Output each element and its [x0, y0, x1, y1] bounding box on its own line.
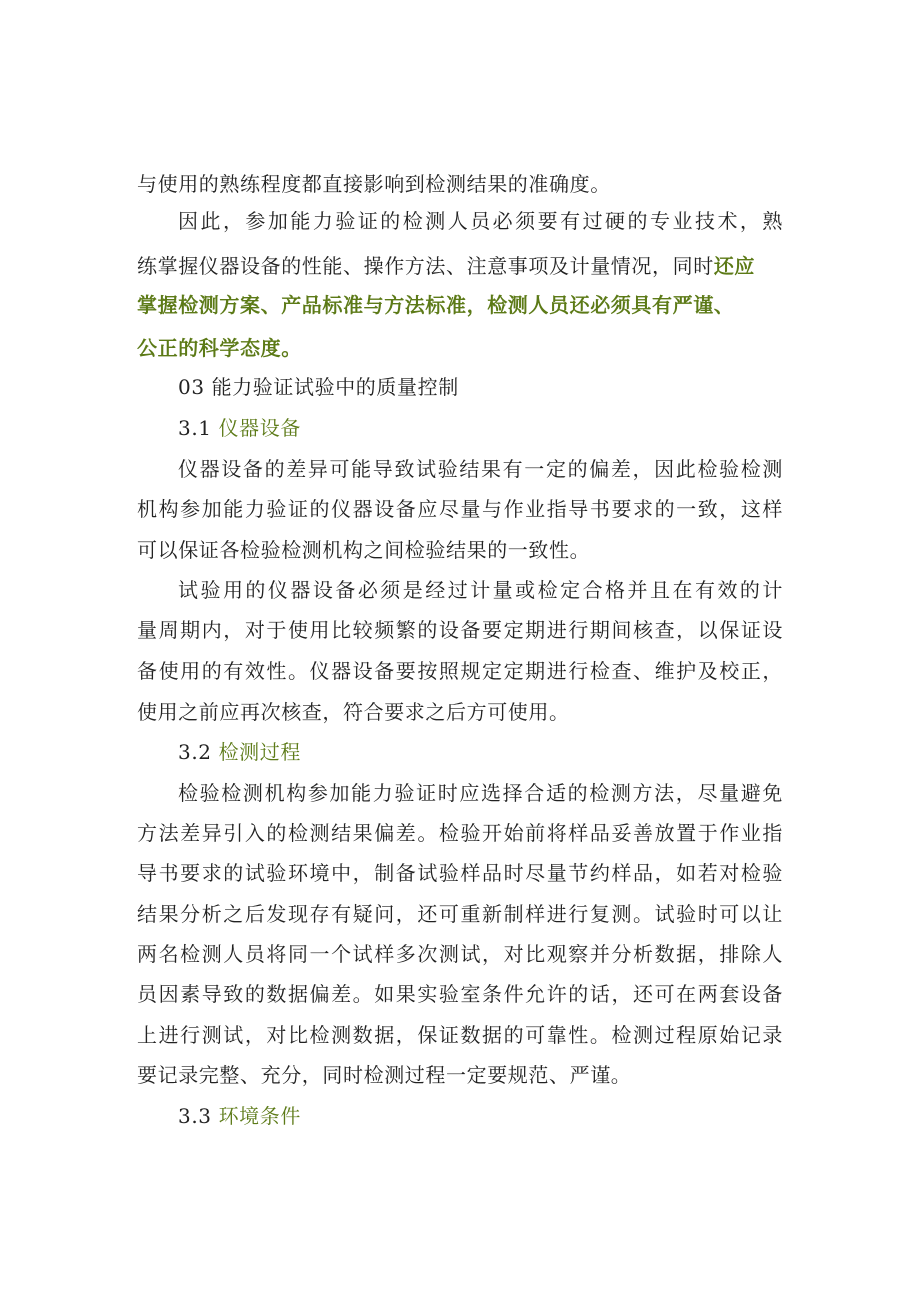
text-span: 使用之前应再次核查，符合要求之后方可使用。: [137, 700, 570, 724]
paragraph-line: [137, 537, 590, 563]
highlighted-text: 公正的科学态度。: [137, 336, 302, 360]
section-heading-text: 03 能力验证试验中的质量控制: [178, 375, 459, 399]
text-span: 要记录完整、充分，同时检测过程一定要规范、严谨。: [137, 1063, 632, 1087]
highlighted-line: [137, 292, 734, 318]
paragraph-line: [137, 860, 783, 886]
paragraph-line: [137, 1062, 631, 1088]
paragraph-line: [137, 941, 783, 967]
text-span: 员因素导致的数据偏差。如果实验室条件允许的话，还可在两套设备: [137, 982, 783, 1006]
text-span: 备使用的有效性。仪器设备要按照规定定期进行检查、维护及校正，: [137, 659, 783, 683]
paragraph-line: [137, 496, 783, 522]
text-span: 机构参加能力验证的仪器设备应尽量与作业指导书要求的一致，这样: [137, 497, 783, 521]
text-span: 方法差异引入的检测结果偏差。检验开始前将样品妥善放置于作业指: [137, 821, 783, 845]
heading-number: 3.2: [178, 740, 212, 764]
paragraph-line: [137, 820, 783, 846]
text-span: 因此，参加能力验证的检测人员必须要有过硬的专业技术，熟: [178, 209, 783, 233]
text-span: 导书要求的试验环境中，制备试验样品时尽量节约样品，如若对检验: [137, 861, 783, 885]
text-span: 与使用的熟练程度都直接影响到检测结果的准确度。: [137, 172, 611, 196]
paragraph-line: [137, 617, 783, 643]
heading-title: 仪器设备: [218, 416, 301, 440]
paragraph-line: [137, 171, 611, 197]
text-span: 可以保证各检验检测机构之间检验结果的一致性。: [137, 538, 591, 562]
paragraph-line: [178, 780, 783, 806]
paragraph-line: [137, 253, 755, 279]
text-span: 试验用的仪器设备必须是经过计量或检定合格并且在有效的计: [178, 578, 783, 602]
highlighted-text: 还应: [713, 254, 756, 278]
text-span: 结果分析之后发现存有疑问，还可重新制样进行复测。试验时可以让: [137, 902, 783, 926]
paragraph-line: [178, 208, 783, 234]
text-span: 仪器设备的差异可能导致试验结果有一定的偏差，因此检验检测: [178, 457, 783, 481]
heading-title: 环境条件: [218, 1104, 301, 1128]
text-span: 两名检测人员将同一个试样多次测试，对比观察并分析数据，排除人: [137, 942, 783, 966]
heading-number: 3.1: [178, 416, 212, 440]
paragraph-line: [137, 699, 570, 725]
paragraph-line: [137, 658, 783, 684]
subsection-heading-3-1: [178, 415, 301, 441]
paragraph-line: [178, 456, 783, 482]
text-span: 量周期内，对于使用比较频繁的设备要定期进行期间核查，以保证设: [137, 618, 783, 642]
highlighted-line: [137, 335, 302, 361]
subsection-heading-3-3: [178, 1103, 301, 1129]
paragraph-line: [137, 1022, 783, 1048]
heading-title: 检测过程: [218, 740, 301, 764]
paragraph-line: [178, 577, 783, 603]
paragraph-line: [137, 901, 783, 927]
text-span: 练掌握仪器设备的性能、操作方法、注意事项及计量情况，同时: [137, 254, 714, 278]
text-span: 上进行测试，对比检测数据，保证数据的可靠性。检测过程原始记录: [137, 1023, 783, 1047]
heading-number: 3.3: [178, 1104, 212, 1128]
section-heading: [178, 374, 459, 400]
highlighted-text: 掌握检测方案、产品标准与方法标准，检测人员还必须具有严谨、: [137, 293, 735, 317]
subsection-heading-3-2: [178, 739, 301, 765]
paragraph-line: [137, 981, 783, 1007]
text-span: 检验检测机构参加能力验证时应选择合适的检测方法，尽量避免: [178, 781, 783, 805]
